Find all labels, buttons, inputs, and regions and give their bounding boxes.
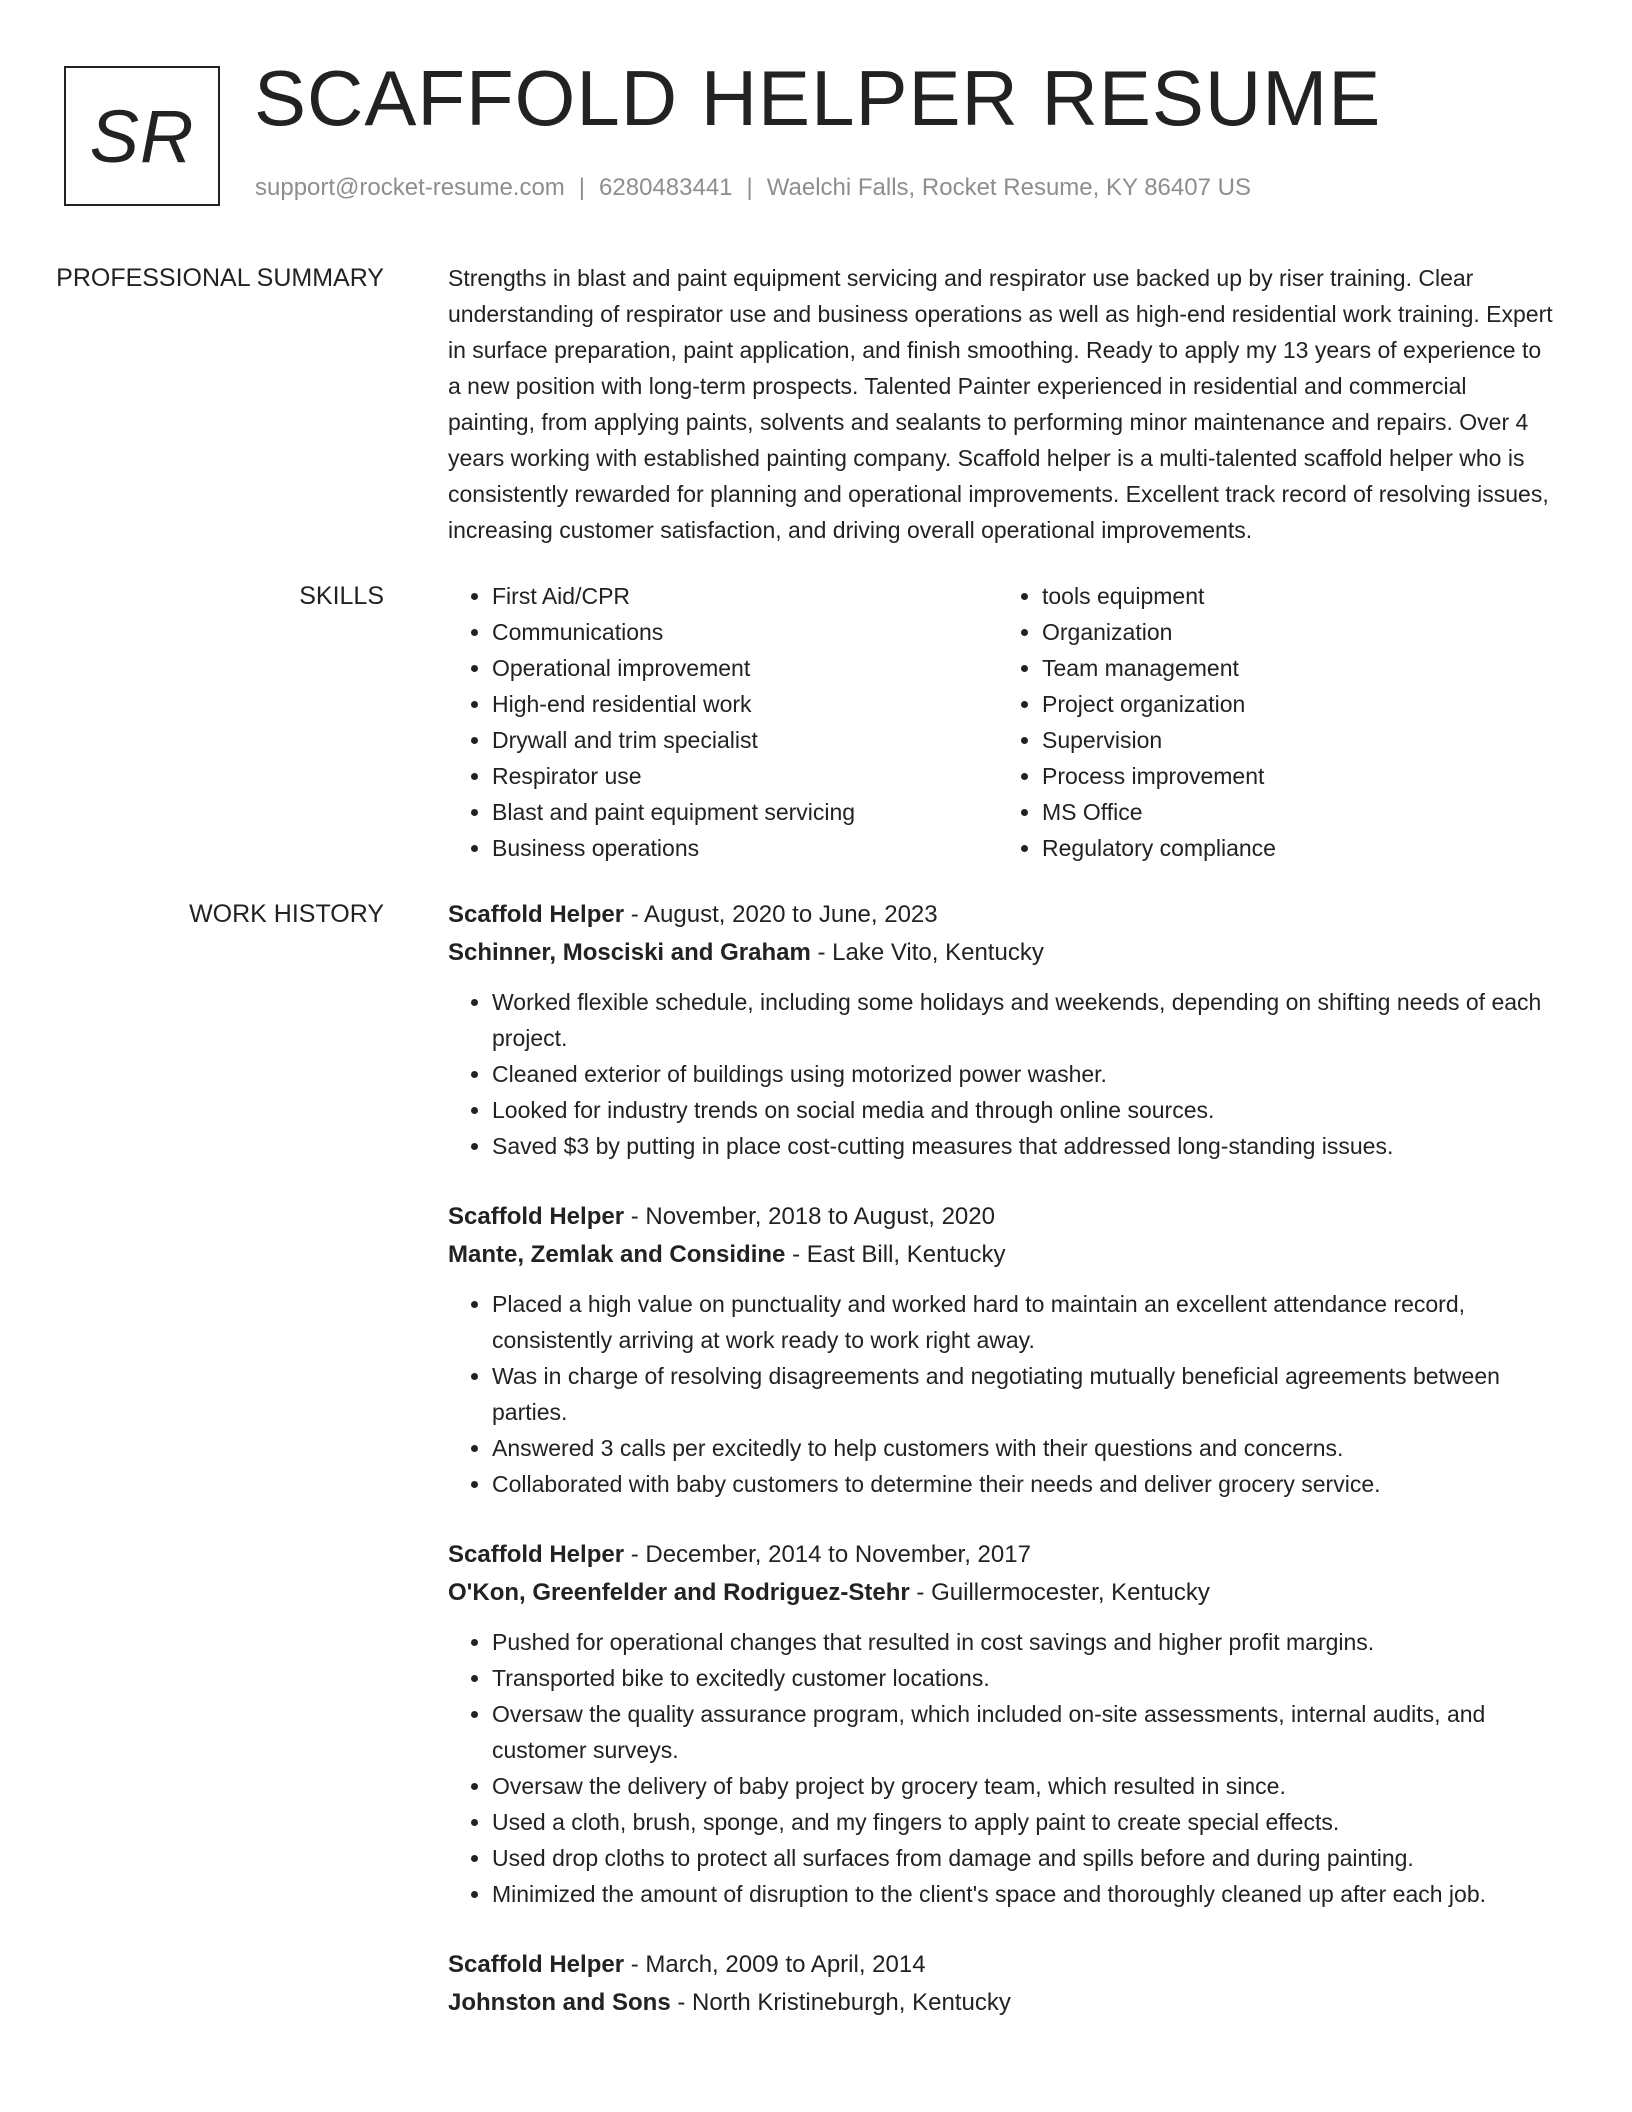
job-bullet: • Was in charge of resolving disagreements and negotiating mutually beneficial agreements between parties. <box>492 1358 1555 1430</box>
job-bullet: • Oversaw the delivery of baby project by grocery team, which resulted in since. <box>492 1768 1555 1804</box>
skill-item: • Blast and paint equipment servicing <box>492 794 998 830</box>
skill-item: • Drywall and trim specialist <box>492 722 998 758</box>
job-bullet: • Looked for industry trends on social media and through online sources. <box>492 1092 1555 1128</box>
job-bullets <box>448 984 1555 1164</box>
job-company-line <box>448 1574 1555 1612</box>
job-bullet: • Transported bike to excitedly customer locations. <box>492 1660 1555 1696</box>
resume-title: SCAFFOLD HELPER RESUME <box>254 54 1382 142</box>
monogram-initials: SR <box>89 94 195 178</box>
job-company: Schinner, Mosciski and Graham <box>448 939 811 966</box>
job-company-line <box>448 1236 1555 1274</box>
summary-text: Strengths in blast and paint equipment servicing and respirator use backed up by riser training. Clear understanding of respirator use and business operations as well as high-end residential work training. Expert in surface preparation, paint application, and finish smoothing. Ready to apply my 13 years of experience to a new position with long-term prospects. Talented Painter experienced in residential and commercial painting, from applying paints, solvents and sealants to performing minor maintenance and repairs. Over 4 years working with established painting company. Scaffold helper is a multi-talented scaffold helper who is consistently rewarded for planning and operational improvements. Excellent track record of resolving issues, increasing customer satisfaction, and driving overall operational improvements. <box>448 265 1553 543</box>
job-title-line <box>448 1198 1555 1236</box>
work-history-section <box>0 896 1632 2056</box>
job-title-line <box>448 1536 1555 1574</box>
skills-list-right <box>998 578 1548 866</box>
contact-address: Waelchi Falls, Rocket Resume, KY 86407 US <box>766 174 1251 201</box>
skills-section <box>0 578 1632 866</box>
job-title: Scaffold Helper <box>448 1541 625 1568</box>
skill-item: • Project organization <box>1042 686 1548 722</box>
job-entry <box>448 896 1555 1164</box>
job-bullet: • Placed a high value on punctuality and worked hard to maintain an excellent attendance record, consistently arriving at work ready to work right away. <box>492 1286 1555 1358</box>
skills-list-left <box>448 578 998 866</box>
job-bullet: • Saved $3 by putting in place cost-cutting measures that addressed long-standing issues. <box>492 1128 1555 1164</box>
monogram-badge <box>64 66 220 206</box>
skill-item: • Communications <box>492 614 998 650</box>
job-bullet: • Pushed for operational changes that resulted in cost savings and higher profit margins. <box>492 1624 1555 1660</box>
job-title: Scaffold Helper <box>448 901 625 928</box>
job-company-line <box>448 934 1555 972</box>
contact-separator: | <box>746 174 753 201</box>
job-bullet: • Minimized the amount of disruption to the client's space and thoroughly cleaned up after each job. <box>492 1876 1555 1912</box>
contact-phone[interactable]: 6280483441 <box>599 174 733 201</box>
skills-heading: SKILLS <box>299 582 384 610</box>
job-company: Johnston and Sons <box>448 1989 671 2016</box>
job-dates: - March, 2009 to April, 2014 <box>624 1951 926 1978</box>
work-history-heading: WORK HISTORY <box>189 900 384 928</box>
job-location: - Lake Vito, Kentucky <box>810 939 1044 966</box>
summary-body <box>415 260 1555 548</box>
job-bullet: • Cleaned exterior of buildings using motorized power washer. <box>492 1056 1555 1092</box>
contact-email[interactable]: support@rocket-resume.com <box>255 174 565 201</box>
contact-line <box>255 174 1251 202</box>
skill-item: • Organization <box>1042 614 1548 650</box>
job-bullet: • Worked flexible schedule, including some holidays and weekends, depending on shifting needs of each project. <box>492 984 1555 1056</box>
resume-content <box>0 260 1632 2086</box>
job-bullets <box>448 1286 1555 1502</box>
skill-item: • Regulatory compliance <box>1042 830 1548 866</box>
skill-item: • Team management <box>1042 650 1548 686</box>
job-bullet: • Used drop cloths to protect all surfaces from damage and spills before and during painting. <box>492 1840 1555 1876</box>
skills-body <box>415 578 1555 866</box>
skill-item: • Respirator use <box>492 758 998 794</box>
job-bullet: • Collaborated with baby customers to determine their needs and deliver grocery service. <box>492 1466 1555 1502</box>
job-title-line <box>448 896 1555 934</box>
job-title-line <box>448 1946 1555 1984</box>
job-bullet: • Oversaw the quality assurance program, which included on-site assessments, internal audits, and customer surveys. <box>492 1696 1555 1768</box>
job-title: Scaffold Helper <box>448 1951 625 1978</box>
job-entry <box>448 1198 1555 1502</box>
job-bullet: • Used a cloth, brush, sponge, and my fingers to apply paint to create special effects. <box>492 1804 1555 1840</box>
skill-item: • tools equipment <box>1042 578 1548 614</box>
contact-separator: | <box>578 174 586 201</box>
skill-item: • Operational improvement <box>492 650 998 686</box>
job-company: O'Kon, Greenfelder and Rodriguez-Stehr <box>448 1579 910 1606</box>
skill-item: • High-end residential work <box>492 686 998 722</box>
work-history-body <box>415 896 1555 2056</box>
job-dates: - November, 2018 to August, 2020 <box>624 1203 995 1230</box>
job-entry <box>448 1946 1555 2022</box>
job-location: - East Bill, Kentucky <box>785 1241 1006 1268</box>
job-bullet: • Answered 3 calls per excitedly to help customers with their questions and concerns. <box>492 1430 1555 1466</box>
skill-item: • MS Office <box>1042 794 1548 830</box>
skill-item: • Business operations <box>492 830 998 866</box>
summary-heading: PROFESSIONAL SUMMARY <box>56 264 384 292</box>
job-location: - North Kristineburgh, Kentucky <box>670 1989 1011 2016</box>
job-company-line <box>448 1984 1555 2022</box>
summary-section <box>0 260 1632 548</box>
skill-item: • First Aid/CPR <box>492 578 998 614</box>
job-entry <box>448 1536 1555 1912</box>
job-title: Scaffold Helper <box>448 1203 625 1230</box>
job-dates: - August, 2020 to June, 2023 <box>624 901 938 928</box>
skill-item: • Supervision <box>1042 722 1548 758</box>
skill-item: • Process improvement <box>1042 758 1548 794</box>
job-company: Mante, Zemlak and Considine <box>448 1241 786 1268</box>
job-location: - Guillermocester, Kentucky <box>909 1579 1210 1606</box>
job-dates: - December, 2014 to November, 2017 <box>624 1541 1031 1568</box>
job-bullets <box>448 1624 1555 1912</box>
